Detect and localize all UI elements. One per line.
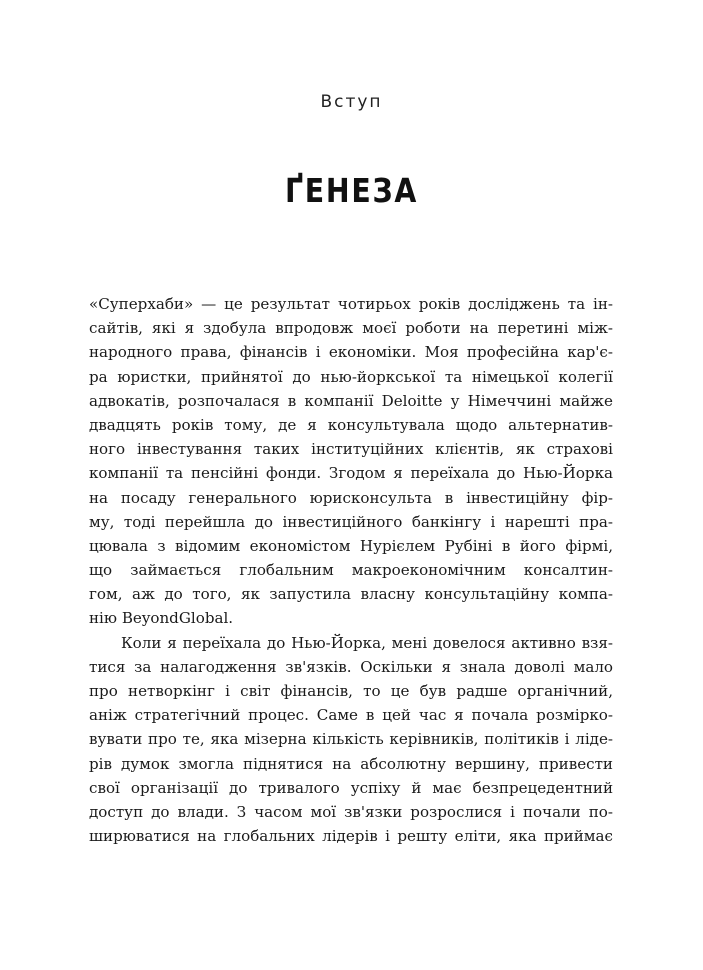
chapter-title: ҐЕНЕЗА bbox=[284, 171, 419, 210]
text-line: ширюватися на глобальних лідерів і решту еліти, яка приймає bbox=[89, 827, 613, 846]
text-line: рів думок змогла піднятися на абсолютну вершину, привести bbox=[89, 754, 613, 773]
text-line: «Суперхаби» — це результат чотирьох років досліджень та ін- bbox=[89, 295, 613, 313]
text-line: народного права, фінансів і економіки. Моя професійна кар'є- bbox=[89, 343, 613, 362]
text-line: про нетворкінг і світ фінансів, то це був радше органічний, bbox=[89, 682, 613, 700]
text-line: тися за налагодження зв'язків. Оскільки я знала доволі мало bbox=[89, 657, 613, 676]
text-line: свої організації до тривалого успіху й має безпрецедентний bbox=[89, 778, 613, 797]
text-line: вувати про те, яка мізерна кількість керівників, політиків і ліде- bbox=[89, 730, 613, 749]
text-line: що займається глобальним макроекономічним консалтин- bbox=[89, 561, 613, 580]
text-line: доступ до влади. З часом мої зв'язки розрослися і почали по- bbox=[89, 802, 613, 821]
text-line: му, тоді перейшла до інвестиційного банкінгу і нарешті пра- bbox=[89, 512, 613, 531]
text-line: Коли я переїхала до Нью-Йорка, мені довелося активно взя- bbox=[121, 633, 613, 652]
text-line: на посаду генерального юрисконсульта в інвестиційну фір- bbox=[89, 488, 613, 507]
text-line: ра юристки, прийнятої до нью-йоркської та німецької колегії bbox=[89, 367, 613, 386]
text-line: цювала з відомим економістом Нурієлем Рубіні в його фірмі, bbox=[89, 536, 613, 555]
text-line: гом, аж до того, як запустила власну консультаційну компа- bbox=[89, 585, 613, 604]
section-label: Вступ bbox=[320, 92, 383, 112]
text-line: адвокатів, розпочалася в компанії Deloitte у Німеччині майже bbox=[89, 391, 613, 410]
text-line: нію BeyondGlobal. bbox=[89, 609, 234, 628]
text-line: двадцять років тому, де я консультувала щодо альтернатив- bbox=[89, 415, 613, 434]
text-line: сайтів, які я здобула впродовж моєї роботи на перетині між- bbox=[89, 319, 613, 338]
text-line: компанії та пенсійні фонди. Згодом я переїхала до Нью-Йорка bbox=[89, 464, 613, 483]
body-text bbox=[89, 292, 613, 848]
text-line: ного інвестування таких інституційних клієнтів, як страхові bbox=[89, 440, 613, 459]
text-line: аніж стратегічний процес. Саме в цей час я почала розмірко- bbox=[89, 706, 613, 725]
